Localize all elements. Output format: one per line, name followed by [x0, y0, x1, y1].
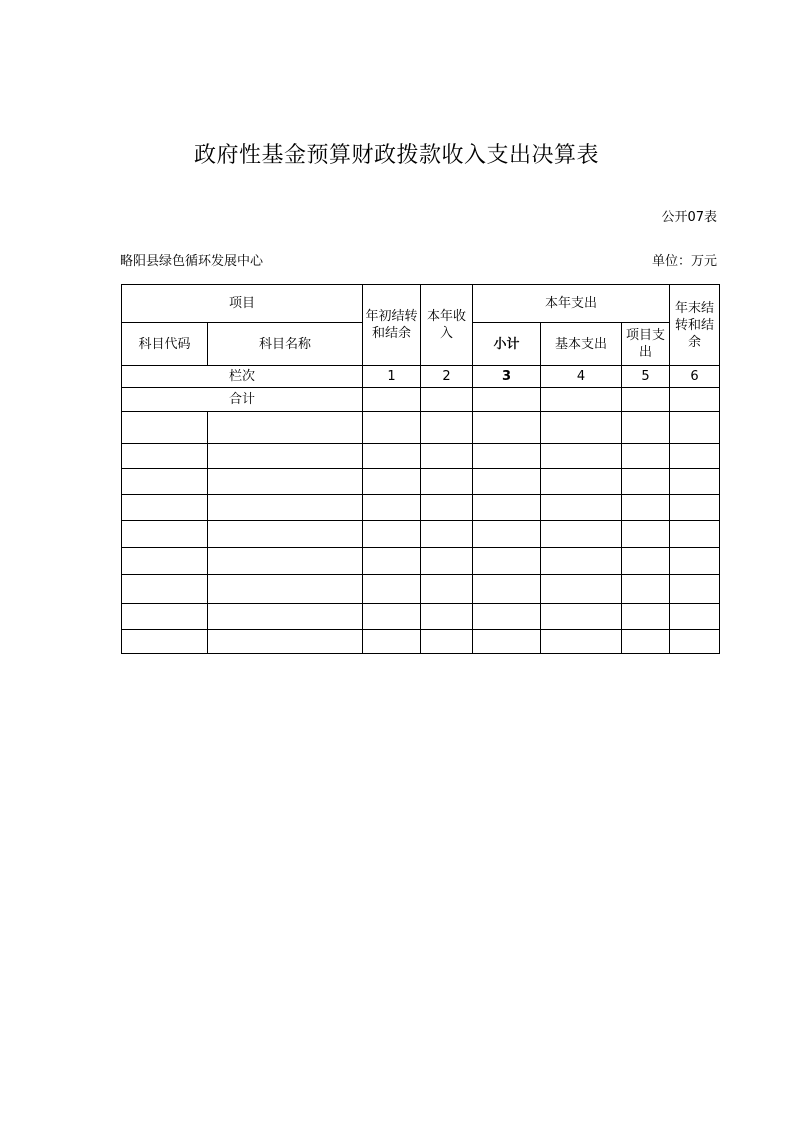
- header-benshouru: 本年收入: [421, 285, 473, 366]
- col-num-4: 4: [541, 366, 622, 388]
- header-kemumingcheng: 科目名称: [208, 323, 363, 366]
- col-num-5: 5: [622, 366, 670, 388]
- header-xiangmuzhichu: 项目支出: [622, 323, 670, 366]
- table-cell: [363, 388, 421, 412]
- table-cell: [622, 388, 670, 412]
- unit-label: 单位：万元: [651, 254, 717, 269]
- header-benzhichu: 本年支出: [473, 285, 670, 323]
- table-row: [122, 548, 720, 575]
- page-title: 政府性基金预算财政拨款收入支出决算表: [193, 143, 599, 168]
- col-num-6: 6: [670, 366, 720, 388]
- header-kemudaima: 科目代码: [122, 323, 208, 366]
- header-nianmo: 年末结转和结余: [670, 285, 720, 366]
- header-nianchu: 年初结转和结余: [363, 285, 421, 366]
- budget-table: [121, 284, 720, 654]
- table-cell: [473, 388, 541, 412]
- col-num-2: 2: [421, 366, 473, 388]
- table-row: [122, 412, 720, 444]
- header-xiangmu: 项目: [122, 285, 363, 323]
- table-row: [122, 469, 720, 495]
- col-num-3: 3: [473, 366, 541, 388]
- col-num-1: 1: [363, 366, 421, 388]
- form-number: 公开07表: [661, 210, 717, 225]
- table-cell: [670, 388, 720, 412]
- table-row: [122, 575, 720, 604]
- row-heji-label: 合计: [122, 388, 363, 412]
- row-lanci-label: 栏次: [122, 366, 363, 388]
- header-jiben: 基本支出: [541, 323, 622, 366]
- table-row: [122, 604, 720, 630]
- table-row: [122, 630, 720, 654]
- table-cell: [421, 388, 473, 412]
- table-cell: [541, 388, 622, 412]
- header-xiaoji: 小计: [473, 323, 541, 366]
- table-row: [122, 521, 720, 548]
- organization-name: 略阳县绿色循环发展中心: [120, 254, 264, 269]
- table-row: [122, 444, 720, 469]
- table-row: [122, 495, 720, 521]
